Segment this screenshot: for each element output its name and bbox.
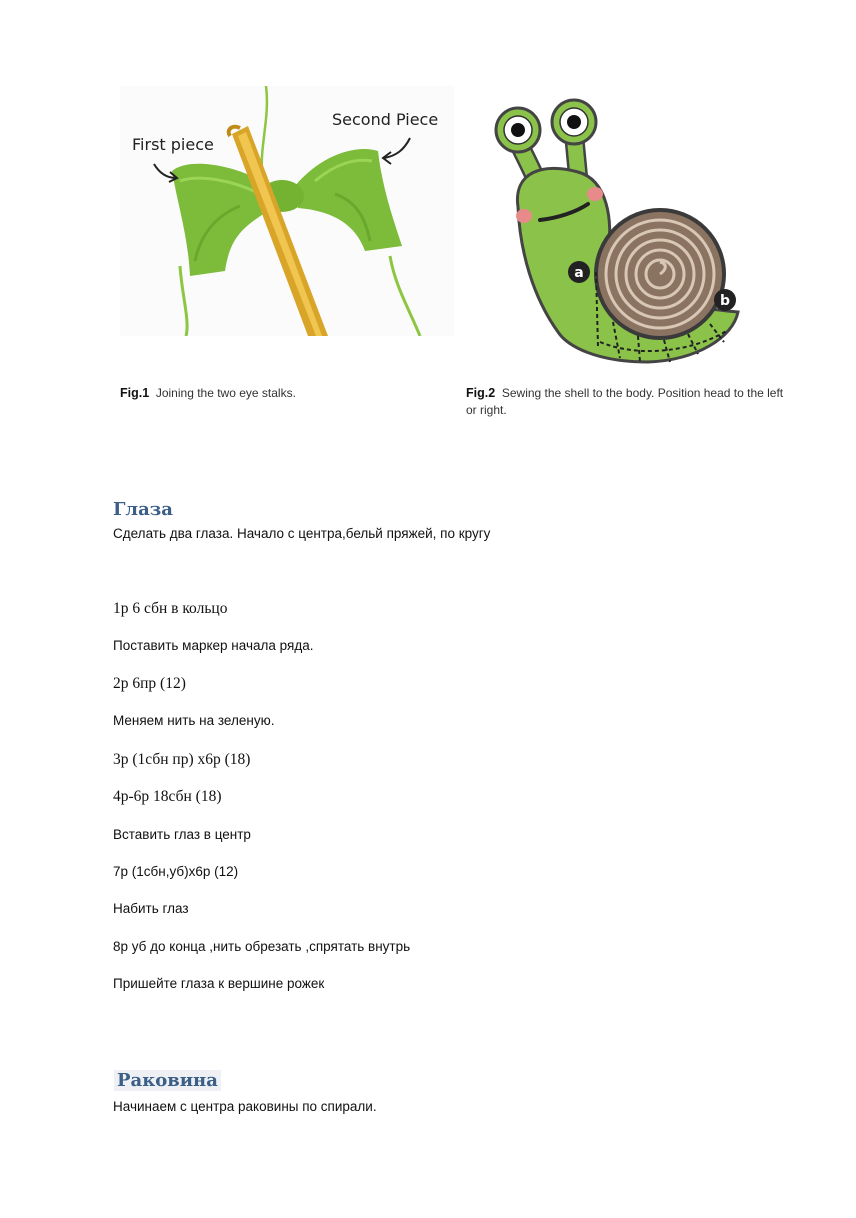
eyes-step: 8р уб до конца ,нить обрезать ,спрятать внутрь (113, 939, 411, 954)
shell-heading: Раковина (114, 1070, 221, 1091)
eyes-step: 2р 6пр (12) (113, 675, 186, 692)
fig1-caption-tag: Fig.1 (120, 386, 150, 400)
eyes-step: Поставить маркер начала ряда. (113, 638, 314, 653)
eyes-step: Вставить глаз в центр (113, 827, 251, 842)
eyes-step: 4р-6р 18сбн (18) (113, 788, 222, 805)
fig2-caption (466, 385, 796, 419)
fig2-caption-text: Sewing the shell to the body. Position head to the left or right. (466, 386, 784, 417)
eyes-step: 3р (1сбн пр) х6р (18) (113, 751, 251, 768)
eyes-step: Меняем нить на зеленую. (113, 713, 275, 728)
eye-stalks-photo (120, 86, 454, 336)
eyes-intro: Сделать два глаза. Начало с центра,бельй пряжей, по кругу (113, 526, 491, 541)
shell-intro: Начинаем с центра раковины по спирали. (113, 1099, 377, 1114)
fig1-caption-text: Joining the two eye stalks. (155, 386, 296, 400)
fig1-caption (120, 385, 440, 402)
eyes-step: 7р (1сбн,уб)х6р (12) (113, 864, 239, 879)
eyes-step: 1р 6 сбн в кольцо (113, 600, 228, 617)
fig2-caption-tag: Fig.2 (466, 386, 496, 400)
marker-b: b (719, 293, 731, 309)
first-piece-label: First piece (132, 135, 214, 154)
eyes-heading: Глаза (113, 499, 173, 520)
eyes-step: Пришейте глаза к вершине рожек (113, 976, 325, 991)
second-piece-label: Second Piece (332, 110, 439, 129)
marker-a: a (574, 265, 584, 281)
eyes-step: Набить глаз (113, 901, 189, 916)
snail-illustration (488, 92, 750, 368)
